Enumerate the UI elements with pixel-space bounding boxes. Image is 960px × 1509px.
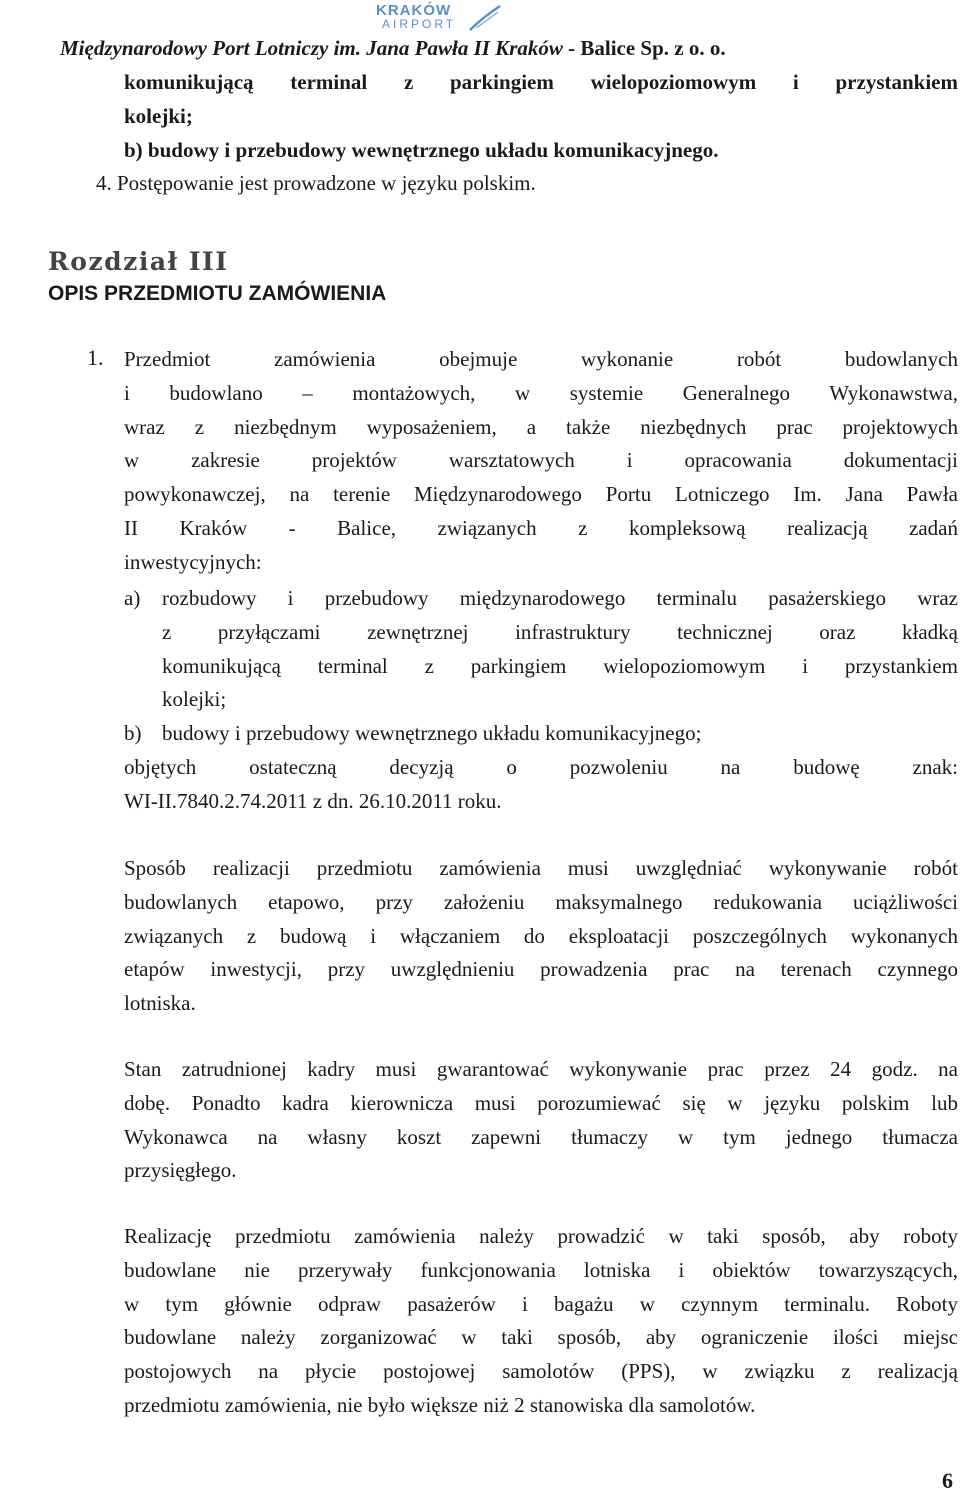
item-1-line-6: II Kraków - Balice, związanych z kompleksową realizacją zadań	[124, 515, 958, 540]
point-4-text: 4. Postępowanie jest prowadzone w języku polskim.	[96, 171, 536, 195]
item-1-line-2: i budowlano – montażowych, w systemie Generalnego Wykonawstwa,	[124, 380, 958, 405]
header-company-suffix: - Balice Sp. z o. o.	[562, 36, 726, 60]
plane-swoosh-icon	[468, 4, 502, 34]
sub-b-body	[162, 717, 958, 751]
chapter-heading: Rozdział III	[48, 247, 229, 276]
p2-line-1: Stan zatrudnionej kadry musi gwarantować wykonywanie prac przez 24 godz. na	[124, 1057, 958, 1081]
item-1-number: 1.	[87, 345, 104, 370]
p3-line-6: przedmiotu zamówienia, nie było większe niż 2 stanowiska dla samolotów.	[124, 1392, 756, 1417]
decision-line-2: WI-II.7840.2.74.2011 z dn. 26.10.2011 roku.	[124, 788, 502, 813]
p2-line-2: dobę. Ponadto kadra kierownicza musi porozumiewać się w języku polskim lub	[124, 1090, 958, 1115]
top-line-2: kolejki;	[124, 103, 193, 128]
top-line-3: b) budowy i przebudowy wewnętrznego układu komunikacyjnego.	[124, 137, 719, 162]
sub-a-line-2: z przyłączami zewnętrznej infrastruktury technicznej oraz kładką	[162, 619, 958, 644]
sub-b-text: budowy i przebudowy wewnętrznego układu komunikacyjnego;	[162, 721, 702, 745]
header-company-name: Międzynarodowy Port Lotniczy im. Jana Pawła II Kraków	[60, 36, 563, 60]
p3-line-4: budowlane należy zorganizować w taki sposób, aby ograniczenie ilości miejsc	[124, 1325, 958, 1350]
decision-block	[124, 751, 958, 819]
sub-a-line-4: kolejki;	[162, 687, 227, 712]
item-1-line-5: powykonawczej, na terenie Międzynarodowego Portu Lotniczego Im. Jana Pawła	[124, 482, 958, 507]
section-title: OPIS PRZEDMIOTU ZAMÓWIENIA	[48, 282, 387, 305]
point-4	[96, 167, 896, 201]
paragraph-implementation	[124, 852, 958, 1021]
logo-line-1: KRAKÓW	[376, 2, 452, 19]
p1-line-1: Sposób realizacji przedmiotu zamówienia musi uwzględniać wykonywanie robót	[124, 856, 958, 880]
p1-line-5: lotniska.	[124, 991, 196, 1016]
p1-line-2: budowlanych etapowo, przy założeniu maksymalnego redukowania uciążliwości	[124, 889, 958, 914]
p3-line-5: postojowych na płycie postojowej samolotów (PPS), w związku z realizacją	[124, 1359, 958, 1384]
p3-line-3: w tym głównie odpraw pasażerów i bagażu w czynnym terminalu. Roboty	[124, 1291, 958, 1316]
p1-line-4: etapów inwestycji, przy uwzględnieniu prowadzenia prac na terenach czynnego	[124, 957, 958, 982]
item-1-body	[124, 343, 958, 580]
item-1-line-7: inwestycyjnych:	[124, 549, 262, 574]
sub-a-line-1: rozbudowy i przebudowy międzynarodowego terminalu pasażerskiego wraz	[162, 586, 958, 610]
paragraph-staff	[124, 1053, 958, 1188]
p3-line-1: Realizację przedmiotu zamówienia należy prowadzić w taki sposób, aby roboty	[124, 1224, 958, 1248]
p3-line-2: budowlane nie przerywały funkcjonowania lotniska i obiektów towarzyszących,	[124, 1257, 958, 1282]
decision-line-1: objętych ostateczną decyzją o pozwoleniu na budowę znak:	[124, 755, 958, 779]
airport-logo	[372, 2, 502, 36]
p2-line-3: Wykonawca na własny koszt zapewni tłumaczy w tym jednego tłumacza	[124, 1124, 958, 1149]
item-1-line-1: Przedmiot zamówienia obejmuje wykonanie robót budowlanych	[124, 347, 958, 371]
sub-a-line-3: komunikującą terminal z parkingiem wielopoziomowym i przystankiem	[162, 653, 958, 678]
paragraph-operations	[124, 1220, 958, 1423]
p2-line-4: przysięgłego.	[124, 1158, 237, 1183]
item-1-line-4: w zakresie projektów warsztatowych i opracowania dokumentacji	[124, 448, 958, 473]
page-number: 6	[942, 1468, 953, 1493]
sub-a-body	[162, 582, 958, 717]
sub-b-label: b)	[124, 721, 142, 745]
top-line-1: komunikującą terminal z parkingiem wielopoziomowym i przystankiem	[124, 70, 958, 94]
top-continuation	[124, 66, 958, 167]
logo-line-2: AIRPORT	[382, 17, 457, 31]
sub-a-label: a)	[124, 586, 141, 610]
document-header	[60, 36, 920, 61]
item-1-line-3: wraz z niezbędnym wyposażeniem, a także niezbędnych prac projektowych	[124, 414, 958, 439]
p1-line-3: związanych z budową i włączaniem do eksploatacji poszczególnych wykonanych	[124, 923, 958, 948]
